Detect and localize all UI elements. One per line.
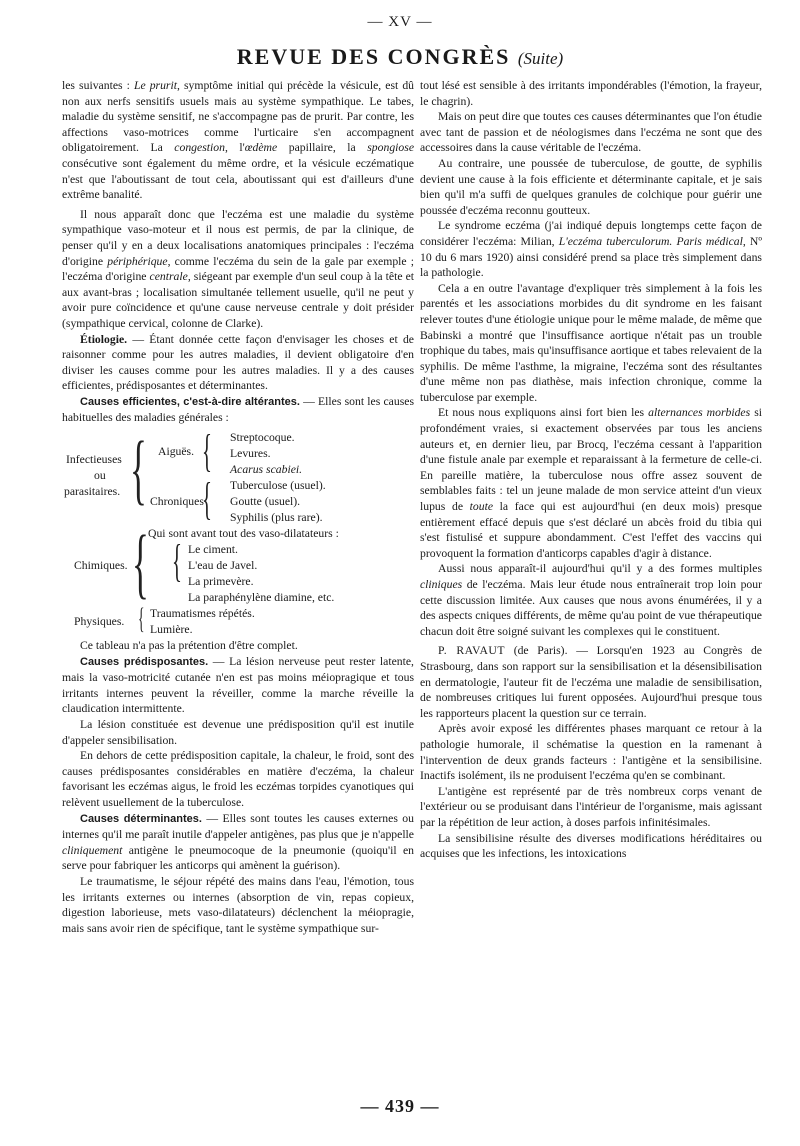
label-physiques: Physiques. (74, 615, 125, 629)
paragraph-accessoires: Mais on peut dire que toutes ces causes déterminantes que l'on étudie avec tant de passion et de néologismes dans l'eczéma ne sont que des accessoires dans la cause véritable de l'eczéma. (420, 110, 762, 155)
label-aigues: Aiguës. (158, 445, 195, 459)
label-ou: ou (94, 469, 106, 483)
brace-chroniques: { (202, 473, 212, 525)
section-title-suite: (Suite) (517, 49, 564, 68)
item-tuberculose: Tuberculose (usuel). (230, 479, 326, 493)
item-traumatismes: Traumatismes répétés. (150, 607, 255, 621)
section-title-text: REVUE DES CONGRÈS (236, 44, 511, 69)
author-ravaut: P. RAVAUT (438, 644, 505, 658)
paragraph-sympathique: Il nous apparaît donc que l'eczéma est une maladie du système sympathique vaso-moteur et il nous est permis, de par la clinique, de penser qu'il y en a deux localisations anatomiques principales : l'eczéma d'origine périphérique, comme l'eczéma du sein de la gale par exemple ; l'eczéma d'origine centrale, siégeant par exemple d'un seul coup à la tête et aux avant-bras ; localisation simultanée tellement usuelle, qu'il ne peut y avoir pure coïncidence et qu'une cause nerveuse centrale y doit présider (sympathique cervical, colonne de Clarke). (62, 207, 414, 330)
paragraph-determinantes: Causes déterminantes. — Elles sont toutes les causes externes ou internes qu'il me paraît inutile d'appeler antigènes, pas plus que je n'appelle cliniquement antigène le pneumocoque de la pneumonie (quoiqu'il en serve pour fabriquer les anticorps qui amènent la guérison). (62, 811, 414, 873)
paragraph-avantage: Cela a en outre l'avantage d'expliquer très simplement à la fois les parentés et les associations morbides du dit syndrome en les faisant relever toutes d'une étiologie unique pour le même malade, de même que Babinski a montré que l'insuffisance aortique n'était pas un trouble trophique du tabes, mais qu'insuffisance aortique et tabes relevaient de la syphilis. De même l'asthme, la migraine, l'eczéma sont des résultantes d'une même non pas diathèse, mais infection chronique, comme la tuberculose par exemple. (420, 281, 762, 404)
paragraph-formes-multiples: Aussi nous apparaît-il aujourd'hui qu'il y a des formes multiples cliniques de l'eczéma. Mais leur étude nous entraînerait trop loin pour cette discussion limitée. Aux causes que nous avons énumérées, il y a des aspects cniques différents, de même qu'au point de vue thérapeutique chacun doit être soigné suivant les complexes qui le constituent. (420, 562, 762, 638)
paragraph-syndrome: Le syndrome eczéma (j'ai indiqué depuis longtemps cette façon de considérer l'eczéma: Milian, L'eczéma tuberculorum. Paris médical, Nº 10 du 6 mars 1920) ainsi considéré prend sa place très simplement dans la pathologie. (420, 219, 762, 280)
brace-infectieuses: { (130, 425, 147, 513)
causes-efficientes-heading: Causes efficientes, c'est-à-dire altérantes. (80, 395, 300, 408)
paragraph-lesion: La lésion constituée est devenue une prédisposition qu'il est inutile d'appeler sensibilisation. (62, 718, 414, 747)
right-column (420, 78, 762, 862)
item-levures: Levures. (230, 447, 271, 461)
paragraph-phases: Après avoir exposé les différentes phases marquant ce retour à la pathologie humorale, il schématise la question en la ramenant à l'intervention de deux grands facteurs : l'antigène et la sensibilisine. Inactifs isolément, ils ne produisent l'eczéma qu'en se combinant. (420, 722, 762, 783)
item-ciment: Le ciment. (188, 543, 238, 557)
paragraph-causes-efficientes: Causes efficientes, c'est-à-dire altérantes. — Elles sont les causes habituelles des maladies générales : (62, 394, 415, 425)
item-goutte: Goutte (usuel). (230, 495, 301, 509)
paragraph-alternances: Et nous nous expliquons ainsi fort bien les alternances morbides si profondément vraies, si exactement observées par tous les anciens auteurs et, en dernier lieu, par Brocq, l'eczéma cessant à l'apparition d'une fistule anale par exemple et reparaissant à la fermeture de celle-ci. En pareille matière, la tuberculose nous offre assez souvent de semblables faits : tel un jeune malade de mon service atteint d'un vieux lupus de toute la face qui est aujourd'hui (en deux mois) presque entièrement effacé depuis que s'est déclaré un abcès froid du tibia qui s'est fistulisé et suppure abondamment. C'est l'effet des vaccins qui provoquent la formation d'anticorps capables d'agir à distance. (420, 406, 762, 560)
item-streptocoque: Streptocoque. (230, 431, 295, 445)
paragraph-ravaut: P. RAVAUT (de Paris). — Lorsqu'en 1923 au Congrès de Strasbourg, dans son rapport sur la sensibilisation et la désensibilisation en dermatologie, l'auteur fit de l'eczéma une maladie de sensibilisation, de nombreuses critiques lui furent opposées. Aujourd'hui presque tous les rapporteurs placent la question sur ce terrain. (420, 644, 762, 720)
causes-determinantes-heading: Causes déterminantes. (80, 812, 202, 825)
paragraph-antigene: L'antigène est représenté par de très nombreux corps venant de l'extérieur ou se produisant dans l'intérieur de l'organisme, mais agissant par la répétition de leur action, à doses parfois infinitésimales. (420, 784, 762, 829)
brace-chimiques: { (132, 519, 149, 607)
left-column (62, 78, 414, 936)
brace-chimiques-list: { (172, 535, 182, 587)
paragraph-traumatisme: Le traumatisme, le séjour répété des mains dans l'eau, l'émotion, tous les irritants externes ou internes (absorption de vin, repas copieux, digestion laborieuse, mets vaso-dilatateurs) déclenchent la méiopragie, mais sans avoir rien de spécifique, tant le système sympathique sur- (62, 874, 414, 935)
item-primevere: La primevère. (188, 575, 254, 589)
paragraph-chaleur: En dehors de cette prédisposition capitale, la chaleur, le froid, sont des causes prédisposantes considérables en matière d'eczéma, la chaleur favorisant les eczémas aigus, le froid les eczémas torpides cyanotiques qui relèvent usuellement de la tuberculose. (62, 749, 414, 809)
item-syphilis: Syphilis (plus rare). (230, 511, 323, 525)
brace-physiques: { (138, 602, 145, 636)
item-vaso-dilatateurs: Qui sont avant tout des vaso-dilatateurs : (148, 527, 339, 541)
page-number: — 439 — (360, 1096, 440, 1116)
label-infectieuses: Infectieuses (66, 453, 122, 467)
causes-classification-table (62, 425, 414, 637)
item-javel: L'eau de Javel. (188, 559, 258, 573)
item-paraphenylene: La paraphénylène diamine, etc. (188, 591, 335, 605)
label-chroniques: Chroniques (150, 495, 204, 509)
roman-folio: — XV — (367, 14, 433, 30)
brace-aigues: { (202, 425, 212, 477)
paragraph-impondérables: tout lésé est sensible à des irritants impondérables (l'émotion, la frayeur, le chagrin). (420, 79, 762, 108)
label-parasitaires: parasitaires. (64, 485, 121, 499)
item-acarus: Acarus scabiei. (230, 463, 303, 477)
label-chimiques: Chimiques. (74, 559, 128, 573)
causes-predisposantes-heading: Causes prédisposantes. (80, 655, 209, 668)
paragraph-predisposantes: Causes prédisposantes. — La lésion nerveuse peut rester latente, mais la vaso-motricité cutanée n'en est pas moins méiopragique et tous irritants internes peuvent la réveiller, comme la marche réveille la claudication intermittente. (62, 654, 414, 716)
journal-section-title (0, 44, 800, 70)
item-lumiere: Lumière. (150, 623, 193, 637)
paragraph-sensibilisine: La sensibilisine résulte des diverses modifications héréditaires ou acquises que les infections, les intoxications (420, 831, 762, 861)
paragraph-prurit: les suivantes : Le prurit, symptôme initial qui précède la vésicule, est dû non aux nerfs sensitifs usuels mais au système sympathique. Le tabes, maladie du système sensitif, ne s'accompagne pas de prurit. Par contre, les affections vaso-motrices comme l'urticaire s'en accompagnent obligatoirement. La congestion, l'œdème papillaire, la spongiose consécutive sont également du même ordre, et la vésicule eczématique n'est que l'aboutissant de tout cela, aboutissant qui est d'ailleurs d'une extrême banalité. (62, 79, 415, 202)
paragraph-tableau: Ce tableau n'a pas la prétention d'être complet. (80, 639, 298, 653)
paragraph-tuberculose-goutte: Au contraire, une poussée de tuberculose, de goutte, de syphilis devient une cause à la fois efficiente et déterminante capitale, et je sais bien qu'il m'a suffi de quelques granules de colchique pour guérir une poussée d'eczéma reconnu goutteux. (420, 156, 762, 217)
etiologie-heading: Étiologie. (80, 332, 128, 346)
paragraph-etiologie: Étiologie. — Étant donnée cette façon d'envisager les choses et de raisonner comme pour les autres maladies, il devient obligatoire d'en diviser les causes comme pour les autres maladies. Il y a des causes efficientes, prédisposantes et déterminantes. (62, 332, 414, 393)
